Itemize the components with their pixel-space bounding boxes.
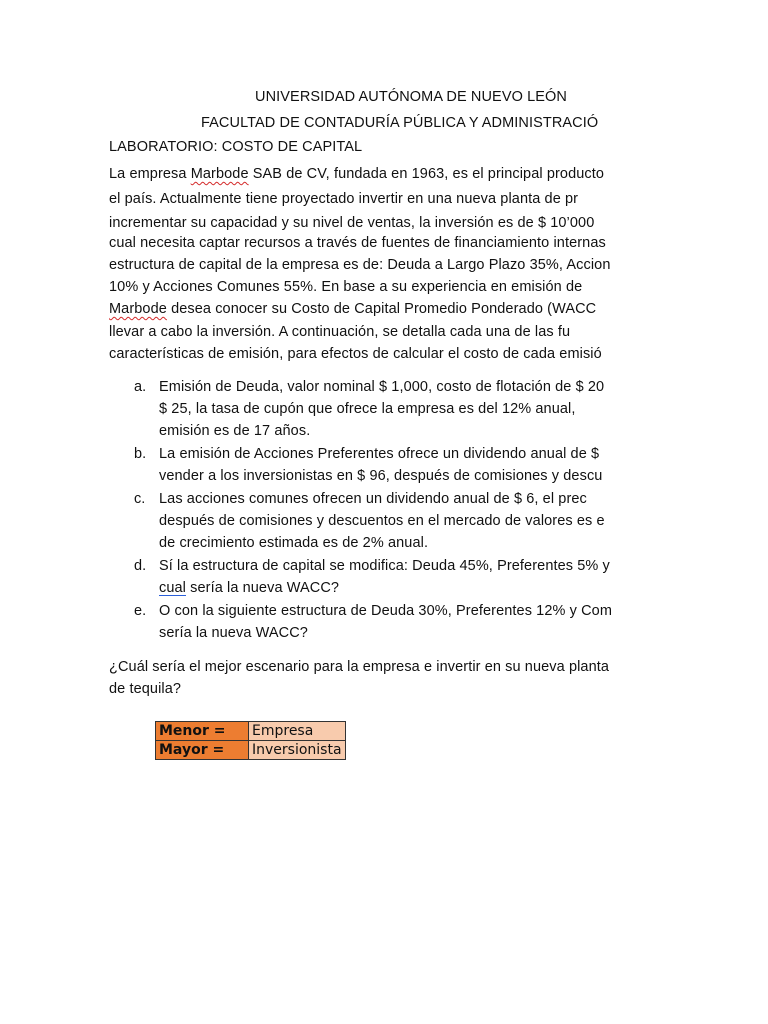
- lab-title: LABORATORIO: COSTO DE CAPITAL: [109, 139, 363, 155]
- grammar-check-word: cual: [159, 580, 186, 596]
- intro-line-7: [109, 300, 596, 318]
- legend-key-menor: Menor =: [156, 722, 249, 741]
- item-e-line-1: O con la siguiente estructura de Deuda 30%, Preferentes 12% y Com: [159, 603, 613, 619]
- item-c-line-3: de crecimiento estimada es de 2% anual.: [159, 535, 429, 551]
- intro-line-3: incrementar su capacidad y su nivel de ventas, la inversión es de $ 10’000: [109, 215, 595, 231]
- list-marker-e: e.: [134, 603, 147, 619]
- intro-line-4: cual necesita captar recursos a través de fuentes de financiamiento internas: [109, 235, 606, 251]
- list-marker-c: c.: [134, 491, 146, 507]
- legend-key-mayor: Mayor =: [156, 741, 249, 760]
- table-row: [156, 722, 346, 741]
- intro-line-5: estructura de capital de la empresa es de: Deuda a Largo Plazo 35%, Accion: [109, 257, 611, 273]
- table-row: [156, 741, 346, 760]
- item-a-line-1: Emisión de Deuda, valor nominal $ 1,000, costo de flotación de $ 20: [159, 379, 605, 395]
- intro-line-8: llevar a cabo la inversión. A continuación, se detalla cada una de las fu: [109, 324, 571, 340]
- item-e-line-2: sería la nueva WACC?: [159, 625, 308, 641]
- intro-line-1: [109, 165, 604, 183]
- question-line-2: de tequila?: [109, 681, 182, 697]
- intro-text: desea conocer su Costo de Capital Promedio Ponderado (WACC: [166, 301, 597, 317]
- faculty-title: FACULTAD DE CONTADURÍA PÚBLICA Y ADMINISTRACIÓ: [201, 115, 599, 131]
- intro-text: La empresa: [109, 166, 191, 182]
- item-b-line-1: La emisión de Acciones Preferentes ofrece un dividendo anual de $: [159, 446, 600, 462]
- list-marker-d: d.: [134, 558, 147, 574]
- item-a-line-2: $ 25, la tasa de cupón que ofrece la empresa es del 12% anual,: [159, 401, 576, 417]
- item-d-line-1: Sí la estructura de capital se modifica: Deuda 45%, Preferentes 5% y: [159, 558, 610, 574]
- spellcheck-word: Marbode: [190, 166, 249, 182]
- item-d-line-2: [159, 579, 339, 597]
- legend-value-inversionista: Inversionista: [249, 741, 346, 760]
- spellcheck-word: Marbode: [109, 301, 167, 317]
- question-line-1: ¿Cuál sería el mejor escenario para la empresa e invertir en su nueva planta: [109, 659, 610, 675]
- item-c-line-2: después de comisiones y descuentos en el mercado de valores es e: [159, 513, 605, 529]
- intro-line-9: características de emisión, para efectos de calcular el costo de cada emisió: [109, 346, 602, 362]
- legend-table: [155, 721, 346, 760]
- university-title: UNIVERSIDAD AUTÓNOMA DE NUEVO LEÓN: [255, 89, 567, 105]
- list-marker-b: b.: [134, 446, 147, 462]
- intro-text: SAB de CV, fundada en 1963, es el principal producto: [248, 166, 605, 182]
- item-c-line-1: Las acciones comunes ofrecen un dividendo anual de $ 6, el prec: [159, 491, 587, 507]
- intro-line-2: el país. Actualmente tiene proyectado invertir en una nueva planta de pr: [109, 191, 579, 207]
- item-text: sería la nueva WACC?: [186, 580, 340, 596]
- legend-value-empresa: Empresa: [249, 722, 346, 741]
- item-a-line-3: emisión es de 17 años.: [159, 423, 311, 439]
- intro-line-6: 10% y Acciones Comunes 55%. En base a su experiencia en emisión de: [109, 279, 583, 295]
- list-marker-a: a.: [134, 379, 147, 395]
- item-b-line-2: vender a los inversionistas en $ 96, después de comisiones y descu: [159, 468, 603, 484]
